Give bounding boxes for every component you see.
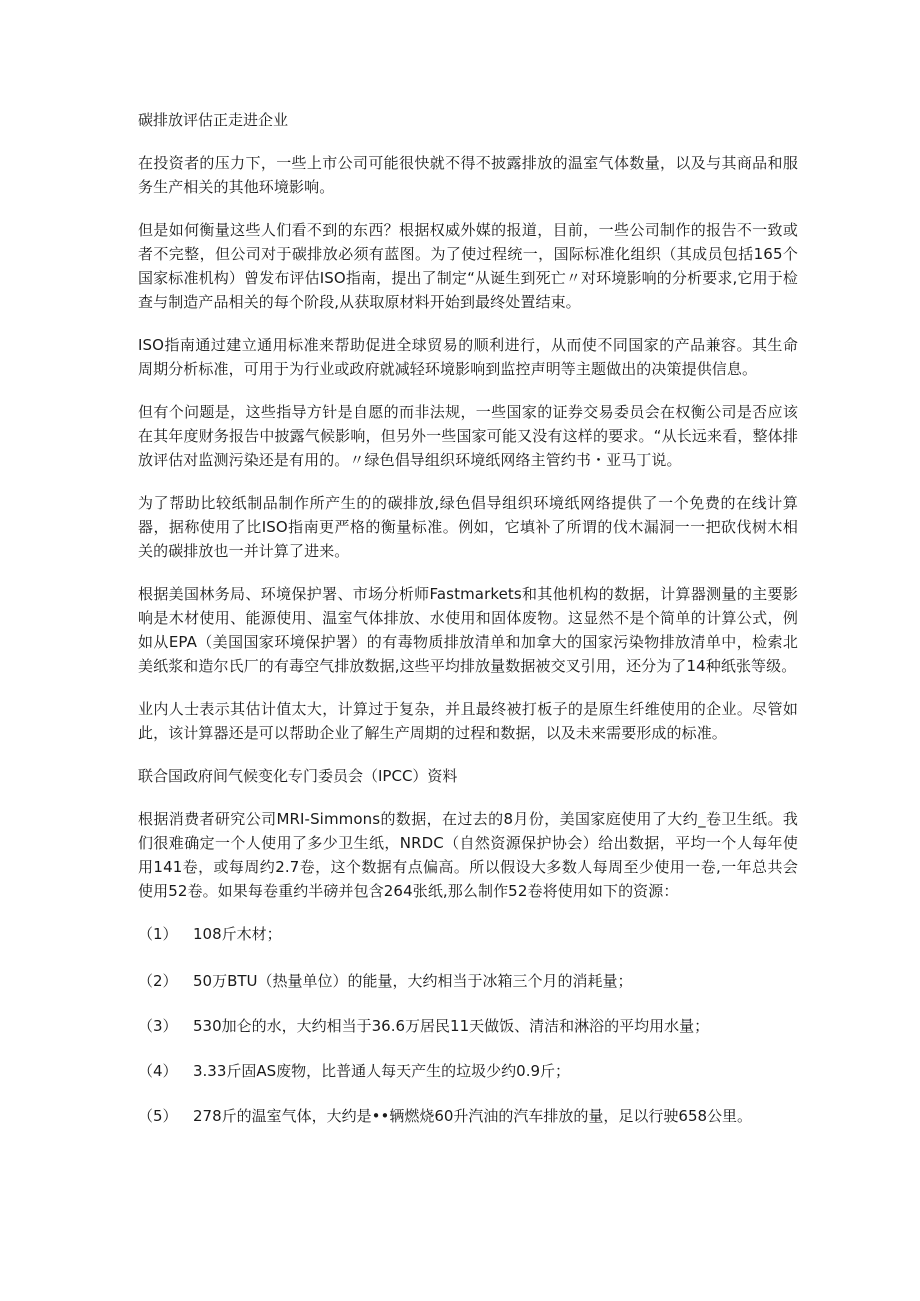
paragraph-4: 但有个问题是，这些指导方针是自愿的而非法规，一些国家的证券交易委员会在权衡公司是否应该在其年度财务报告中披露气候影响，但另外一些国家可能又没有这样的要求。“从长远来看，整体排放评估对监测污染还是有用的。〃绿色倡导组织环境纸网络主管约书・亚马丁说。 <box>138 403 798 469</box>
document-title: 碳排放评估正走进企业 <box>138 111 289 129</box>
list-item <box>138 1014 798 1038</box>
list-item-number: （3） <box>138 1017 178 1035</box>
list-item-text: 50万BTU（热量单位）的能量，大约相当于冰箱三个月的消耗量； <box>193 972 633 990</box>
section-paragraph: 根据消费者研究公司MRI-Simmons的数据，在过去的8月份，美国家庭使用了大约_卷卫生纸。我们很难确定一个人使用了多少卫生纸，NRDC（自然资源保护协会）给出数据，平均一个人每年使用141卷，或每周约2.7卷，这个数据有点偏高。所以假设大多数人每周至少使用一卷,一年总共会使用52卷。如果每卷重约半磅并包含264张纸,那么制作52卷将使用如下的资源： <box>138 810 798 900</box>
list-item-text: 3.33斤固AS废物，比普通人每天产生的垃圾少约0.9斤； <box>193 1062 571 1080</box>
section-heading: 联合国政府间气候变化专门委员会（IPCC）资料 <box>138 767 458 785</box>
list-item-number: （1） <box>138 925 178 943</box>
resource-list <box>138 922 798 1128</box>
list-item <box>138 1059 798 1083</box>
list-item <box>138 1104 798 1128</box>
list-item-text: 108斤木材； <box>193 925 282 943</box>
list-item-number: （2） <box>138 972 178 990</box>
paragraph-2: 但是如何衡量这些人们看不到的东西？根据权威外媒的报道，目前，一些公司制作的报告不一致或者不完整，但公司对于碳排放必须有蓝图。为了使过程统一，国际标准化组织（其成员包括165个国家标准机构）曾发布评估ISO指南，提出了制定“从诞生到死亡〃对环境影响的分析要求,它用于检查与制造产品相关的每个阶段,从获取原材料开始到最终处置结束。 <box>138 221 798 311</box>
document-page <box>138 108 798 1149</box>
list-item-number: （4） <box>138 1062 178 1080</box>
list-item <box>138 922 798 946</box>
list-item-text: 530加仑的水，大约相当于36.6万居民11天做饭、清洁和淋浴的平均用水量； <box>193 1017 710 1035</box>
paragraph-6: 根据美国林务局、环境保护署、市场分析师Fastmarkets和其他机构的数据，计算器测量的主要影响是木材使用、能源使用、温室气体排放、水使用和固体废物。这显然不是个简单的计算公式，例如从EPA（美国国家环境保护署）的有毒物质排放清单和加拿大的国家污染物排放清单中，检索北美纸浆和造尔氏厂的有毒空气排放数据,这些平均排放量数据被交叉引用，还分为了14种纸张等级。 <box>138 585 798 675</box>
list-item-text: 278斤的温室气体，大约是••辆燃烧60升汽油的汽车排放的量，足以行驶658公里。 <box>193 1107 753 1125</box>
paragraph-7: 业内人士表示其估计值太大，计算过于复杂，并且最终被打板子的是原生纤维使用的企业。尽管如此，该计算器还是可以帮助企业了解生产周期的过程和数据，以及未来需要形成的标准。 <box>138 700 798 742</box>
paragraph-3: ISO指南通过建立通用标准来帮助促进全球贸易的顺利进行，从而使不同国家的产品兼容。其生命周期分析标准，可用于为行业或政府就减轻环境影响到监控声明等主题做出的决策提供信息。 <box>138 336 798 378</box>
paragraph-5: 为了帮助比较纸制品制作所产生的的碳排放,绿色倡导组织环境纸网络提供了一个免费的在线计算器，据称使用了比ISO指南更严格的衡量标准。例如，它填补了所谓的伐木漏洞一一把砍伐树木相关的碳排放也一并计算了进来。 <box>138 494 798 560</box>
list-item-number: （5） <box>138 1107 178 1125</box>
paragraph-1: 在投资者的压力下，一些上市公司可能很快就不得不披露排放的温室气体数量，以及与其商品和服务生产相关的其他环境影响。 <box>138 154 798 196</box>
list-item <box>138 969 798 993</box>
